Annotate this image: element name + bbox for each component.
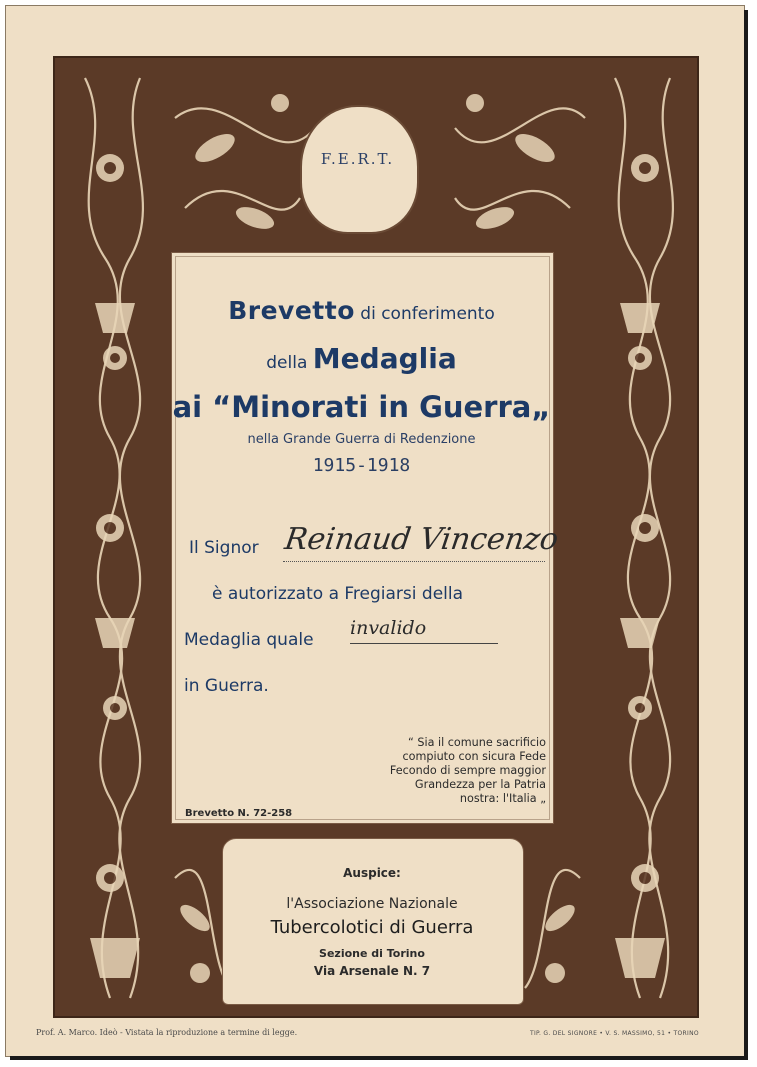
medal-quality-handwritten: invalido [350,617,427,639]
title-medaglia: Medaglia [312,342,457,375]
quality-underline [350,643,498,644]
recipient-name-handwritten: Reinaud Vincenzo [282,522,561,557]
name-dotted-line [283,561,545,562]
signor-label: Il Signor [189,538,259,558]
years: 1915-1918 [312,455,411,476]
brevetto-number: Brevetto N. 72-258 [185,808,293,819]
medal-label: Medaglia quale [184,630,314,650]
authorized-text: è autorizzato a Fregiarsi della [212,584,464,604]
auspice-label: Auspice: [343,866,401,880]
top-cartouche [300,105,419,234]
address-label: Via Arsenale N. 7 [313,964,431,978]
title-brevetto: Brevetto [228,296,355,325]
section-label: Sezione di Torino [319,947,425,960]
title-minorati-in-guerra: ai “Minorati in Guerra„ [172,390,551,424]
association-line-1: l'Associazione Nazionale [286,896,458,912]
title-line-2 [171,342,552,375]
patriotic-quote: “ Sia il comune sacrificio compiuto con sicura Fede Fecondo di sempre maggior Grandezza per la Patria nostra: l'Italia „ [389,736,546,805]
footer-left-credit: Prof. A. Marco. Ideò - Vistata la riproduzione a termine di legge. [36,1028,298,1037]
motto-fert: F.E.R.T. [320,150,395,168]
association-line-2: Tubercolotici di Guerra [270,917,474,938]
title-di-conferimento: di conferimento [354,304,495,324]
subtitle-grande-guerra: nella Grande Guerra di Redenzione [247,432,476,447]
footer-right-printer: TIP. G. DEL SIGNORE • V. S. MASSIMO, 51 • TORINO [530,1030,699,1037]
title-line-1 [171,296,552,325]
title-della: della [266,353,313,373]
in-war-text: in Guerra. [184,676,269,696]
